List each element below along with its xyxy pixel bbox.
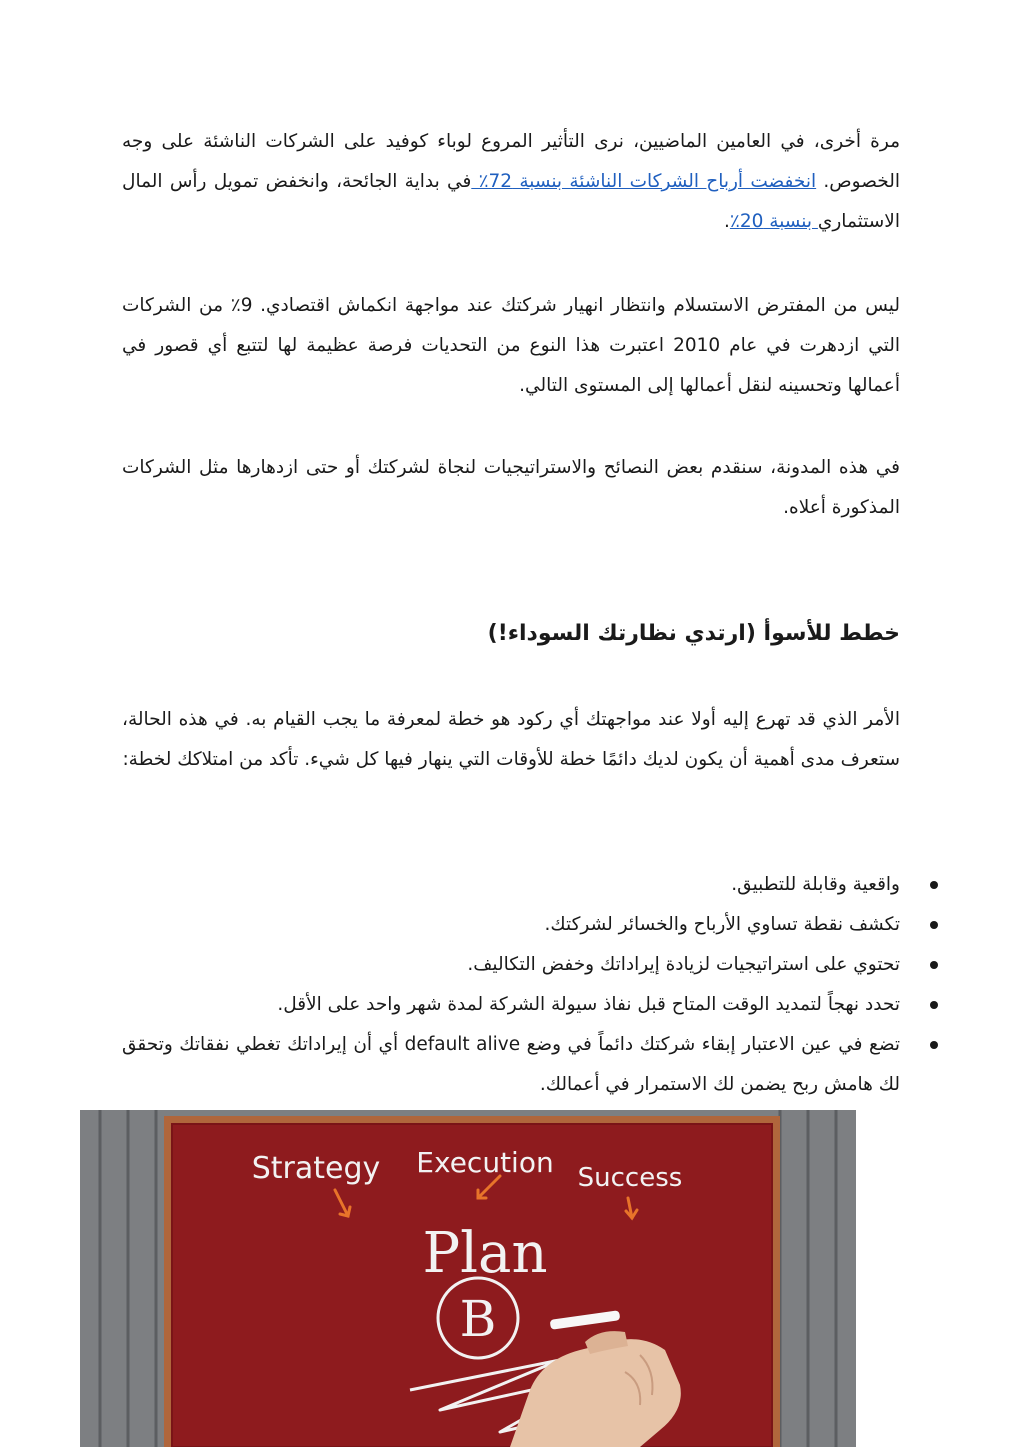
plan-b-chalkboard-image <box>80 1110 856 1447</box>
bullet-item <box>122 985 900 1025</box>
bullet-text: تحدد نهجاً لتمديد الوقت المتاح قبل نفاذ سيولة الشركة لمدة شهر واحد على الأقل. <box>277 994 900 1015</box>
bullet-item <box>122 865 900 905</box>
chalk-word-execution: Execution <box>416 1146 554 1179</box>
recession-paragraph: ليس من المفترض الاستسلام وانتظار انهيار شركتك عند مواجهة انكماش اقتصادي. 9٪ من الشركات التي ازدهرت في عام 2010 اعتبرت هذا النوع من التحديات فرصة عظيمة لها لتتبع أي قصور في أعمالها وتحسينه لنقل أعمالها إلى المستوى التالي. <box>122 295 900 396</box>
bullet-icon <box>930 961 938 969</box>
intro-text-end: . <box>724 211 730 232</box>
bullet-icon <box>930 921 938 929</box>
bullet-icon <box>930 1041 938 1049</box>
intro-text-start: مرة أخرى، في العامين الماضيين، نرى التأثير المروع لوباء كوفيد على الشركات الناشئة على وجه الخصوص. <box>122 131 900 192</box>
bullet-item <box>122 905 900 945</box>
intro-text-middle: في بداية الجائحة، وانخفض تمويل رأس المال الاستثماري <box>122 171 900 232</box>
blog-intro-paragraph: في هذه المدونة، سنقدم بعض النصائح والاستراتيجيات لنجاة لشركتك أو حتى ازدهارها مثل الشركات المذكورة أعلاه. <box>122 457 900 518</box>
chalk-letter-b: B <box>459 1290 497 1348</box>
bullet-icon <box>930 1001 938 1009</box>
vc-funding-link[interactable]: بنسبة 20٪ <box>729 211 818 232</box>
profit-drop-link[interactable]: انخفضت أرباح الشركات الناشئة بنسبة 72٪ <box>471 171 817 192</box>
bullet-text: تكشف نقطة تساوي الأرباح والخسائر لشركتك. <box>544 914 900 935</box>
chalk-word-success: Success <box>577 1163 683 1193</box>
bullet-item <box>122 945 900 985</box>
plan-paragraph: الأمر الذي قد تهرع إليه أولا عند مواجهتك أي ركود هو خطة لمعرفة ما يجب القيام به. في هذه الحالة، ستعرف مدى أهمية أن يكون لديك دائمًا خطة للأوقات التي ينهار فيها كل شيء. تأكد من امتلاكك لخطة: <box>122 709 900 770</box>
bullet-text: تضع في عين الاعتبار إبقاء شركتك دائماً في وضع default alive أي أن إيراداتك تغطي نفقاتك وتحقق لك هامش ربح يضمن لك الاستمرار في أعمالك. <box>122 1034 901 1095</box>
chalk-word-strategy: Strategy <box>251 1151 381 1186</box>
bullet-item <box>122 1025 900 1105</box>
bullet-icon <box>930 881 938 889</box>
section-heading: خطط للأسوأ (ارتدي نظارتك السوداء!) <box>487 621 900 646</box>
intro-paragraph <box>122 122 900 242</box>
bullet-text: واقعية وقابلة للتطبيق. <box>731 874 900 895</box>
plan-bullet-list <box>122 865 962 1105</box>
chalk-word-plan: Plan <box>422 1221 548 1286</box>
bullet-text: تحتوي على استراتيجيات لزيادة إيراداتك وخفض التكاليف. <box>467 954 900 975</box>
